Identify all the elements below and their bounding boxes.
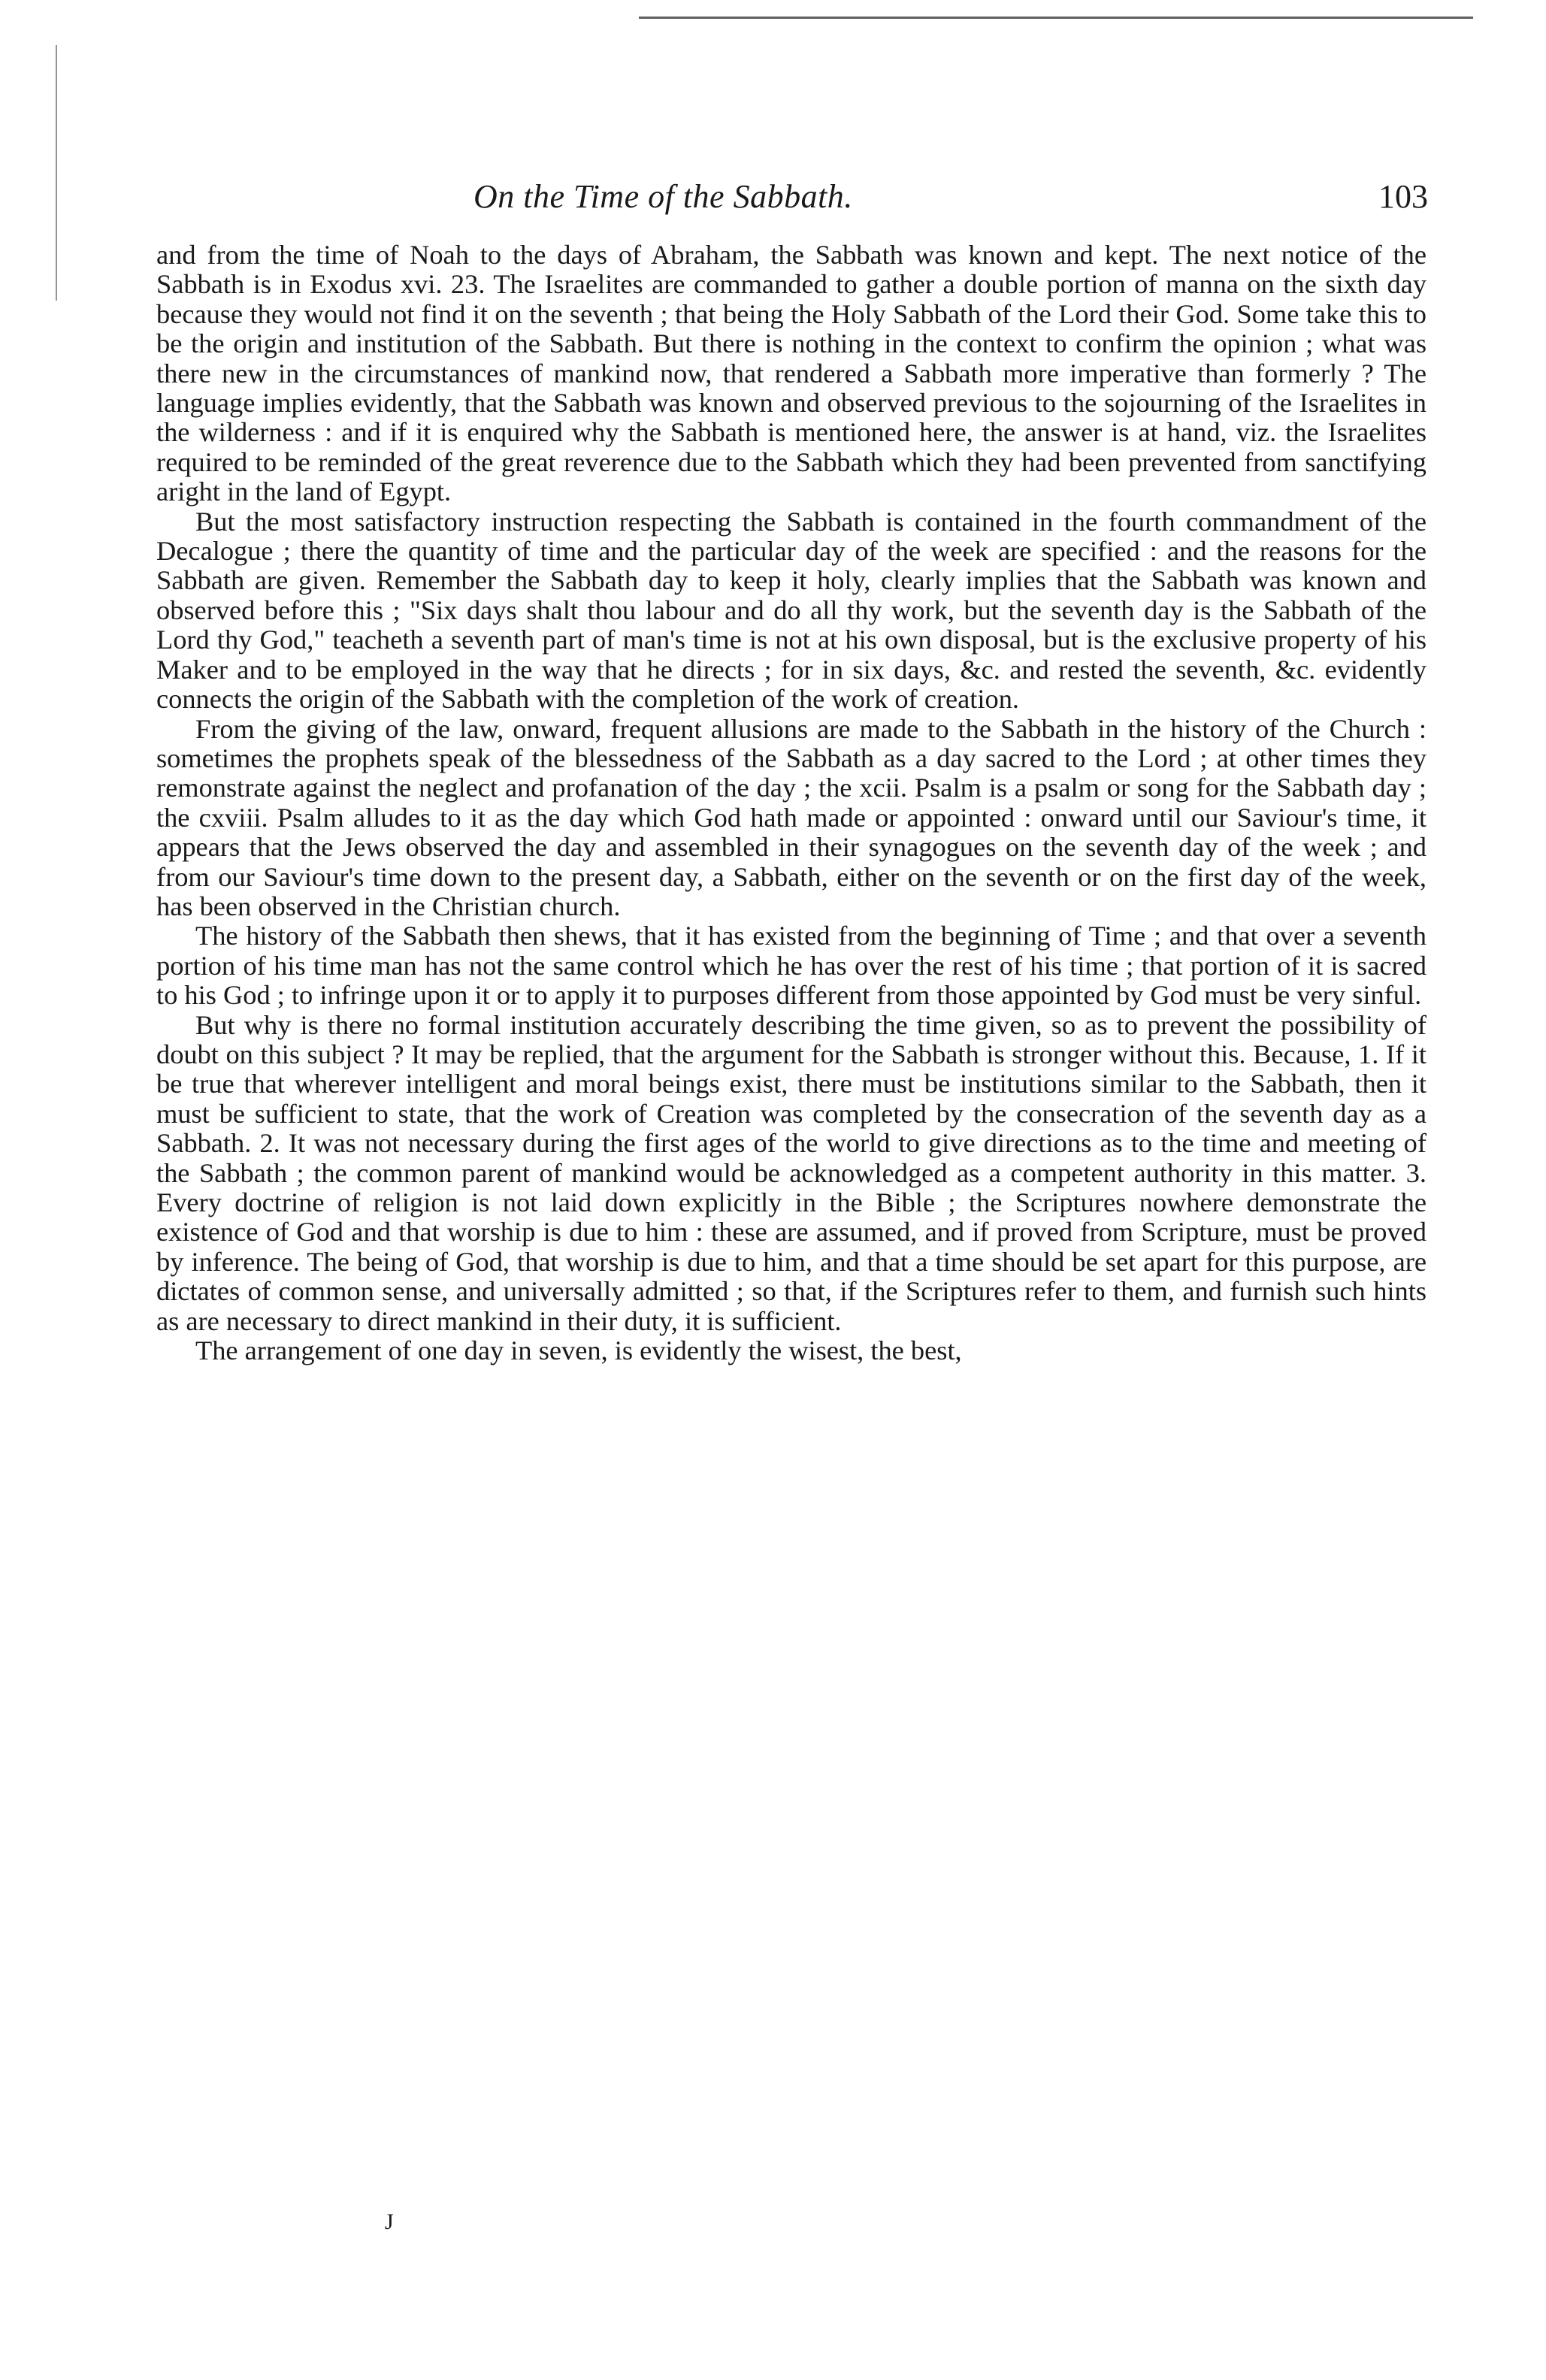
paragraph-last: The arrangement of one day in seven, is evidently the wisest, the best, xyxy=(195,1335,962,1366)
scan-top-rule xyxy=(639,17,1473,19)
paragraph: The history of the Sabbath then shews, that it has existed from the beginning of Time ; and that over a seventh portion of his time man has not the same control which he has over the rest of his time ; that portion of it is sacred to his God ; to infringe upon it or to apply it to purposes different from those appointed by God must be very sinful. xyxy=(156,921,1426,1011)
paragraph: But why is there no formal institution accurately describing the time given, so as to prevent the possibility of doubt on this subject ? It may be replied, that the argument for the Sabbath is stronger without this. Because, 1. If it be true that wherever intelligent and moral beings exist, there must be institutions similar to the Sabbath, then it must be sufficient to state, that the work of Creation was completed by the consecration of the seventh day as a Sabbath. 2. It was not necessary during the first ages of the world to give directions as to the time and meeting of the Sabbath ; the common parent of mankind would be acknowledged as a competent authority in this matter. 3. Every doctrine of religion is not laid down explicitly in the Bible ; the Scriptures nowhere demonstrate the existence of God and that worship is due to him : these are assumed, and if proved from Scripture, must be proved by inference. The being of God, that worship is due to him, and that a time should be set apart for this purpose, are dictates of common sense, and universally admitted ; so that, if the Scriptures refer to them, and furnish such hints as are necessary to direct mankind in their duty, it is sufficient. xyxy=(156,1009,1426,1336)
paragraph: From the giving of the law, onward, frequent allusions are made to the Sabbath in the history of the Church : sometimes the prophets speak of the blessedness of the Sabbath as a day sacred to the Lord ; at other times they remonstrate against the neglect and profanation of the day ; the xcii. Psalm is a psalm or song for the Sabbath day ; the cxviii. Psalm alludes to it as the day which God hath made or appointed : onward until our Saviour's time, it appears that the Jews observed the day and assembled in their synagogues on the seventh day of the week ; and from our Saviour's time down to the present day, a Sabbath, either on the seventh or on the first day of the week, has been observed in the Christian church. xyxy=(156,713,1426,921)
scan-left-edge xyxy=(56,45,57,301)
page-number: 103 xyxy=(1378,178,1428,215)
body-text xyxy=(156,240,1426,1365)
paragraph: But the most satisfactory instruction respecting the Sabbath is contained in the fourth commandment of the Decalogue ; there the quantity of time and the particular day of the week are specified : and the reasons for the Sabbath are given. Remember the Sabbath day to keep it holy, clearly implies that the Sabbath was known and observed before this ; "Six days shalt thou labour and do all thy work, but the seventh day is the Sabbath of the Lord thy God," teacheth a seventh part of man's time is not at his own disposal, but is the exclusive property of his Maker and to be employed in the way that he directs ; for in six days, &c. and rested the seventh, &c. evidently connects the origin of the Sabbath with the completion of the work of creation. xyxy=(156,506,1426,715)
signature-mark: J xyxy=(385,2209,394,2234)
running-head xyxy=(158,177,1428,222)
running-title: On the Time of the Sabbath. xyxy=(473,178,853,215)
paragraph-continuation: and from the time of Noah to the days of Abraham, the Sabbath was known and kept. The next notice of the Sabbath is in Exodus xvi. 23. The Israelites are commanded to gather a double portion of manna on the sixth day because they would not find it on the seventh ; that being the Holy Sabbath of the Lord their God. Some take this to be the origin and institution of the Sabbath. But there is nothing in the context to confirm the opinion ; what was there new in the circumstances of mankind now, that rendered a Sabbath more imperative than formerly ? The language implies evidently, that the Sabbath was known and observed previous to the sojourning of the Israelites in the wilderness : and if it is enquired why the Sabbath is mentioned here, the answer is at hand, viz. the Israelites required to be reminded of the great reverence due to the Sabbath which they had been prevented from sanctifying aright in the land of Egypt. xyxy=(156,240,1426,507)
